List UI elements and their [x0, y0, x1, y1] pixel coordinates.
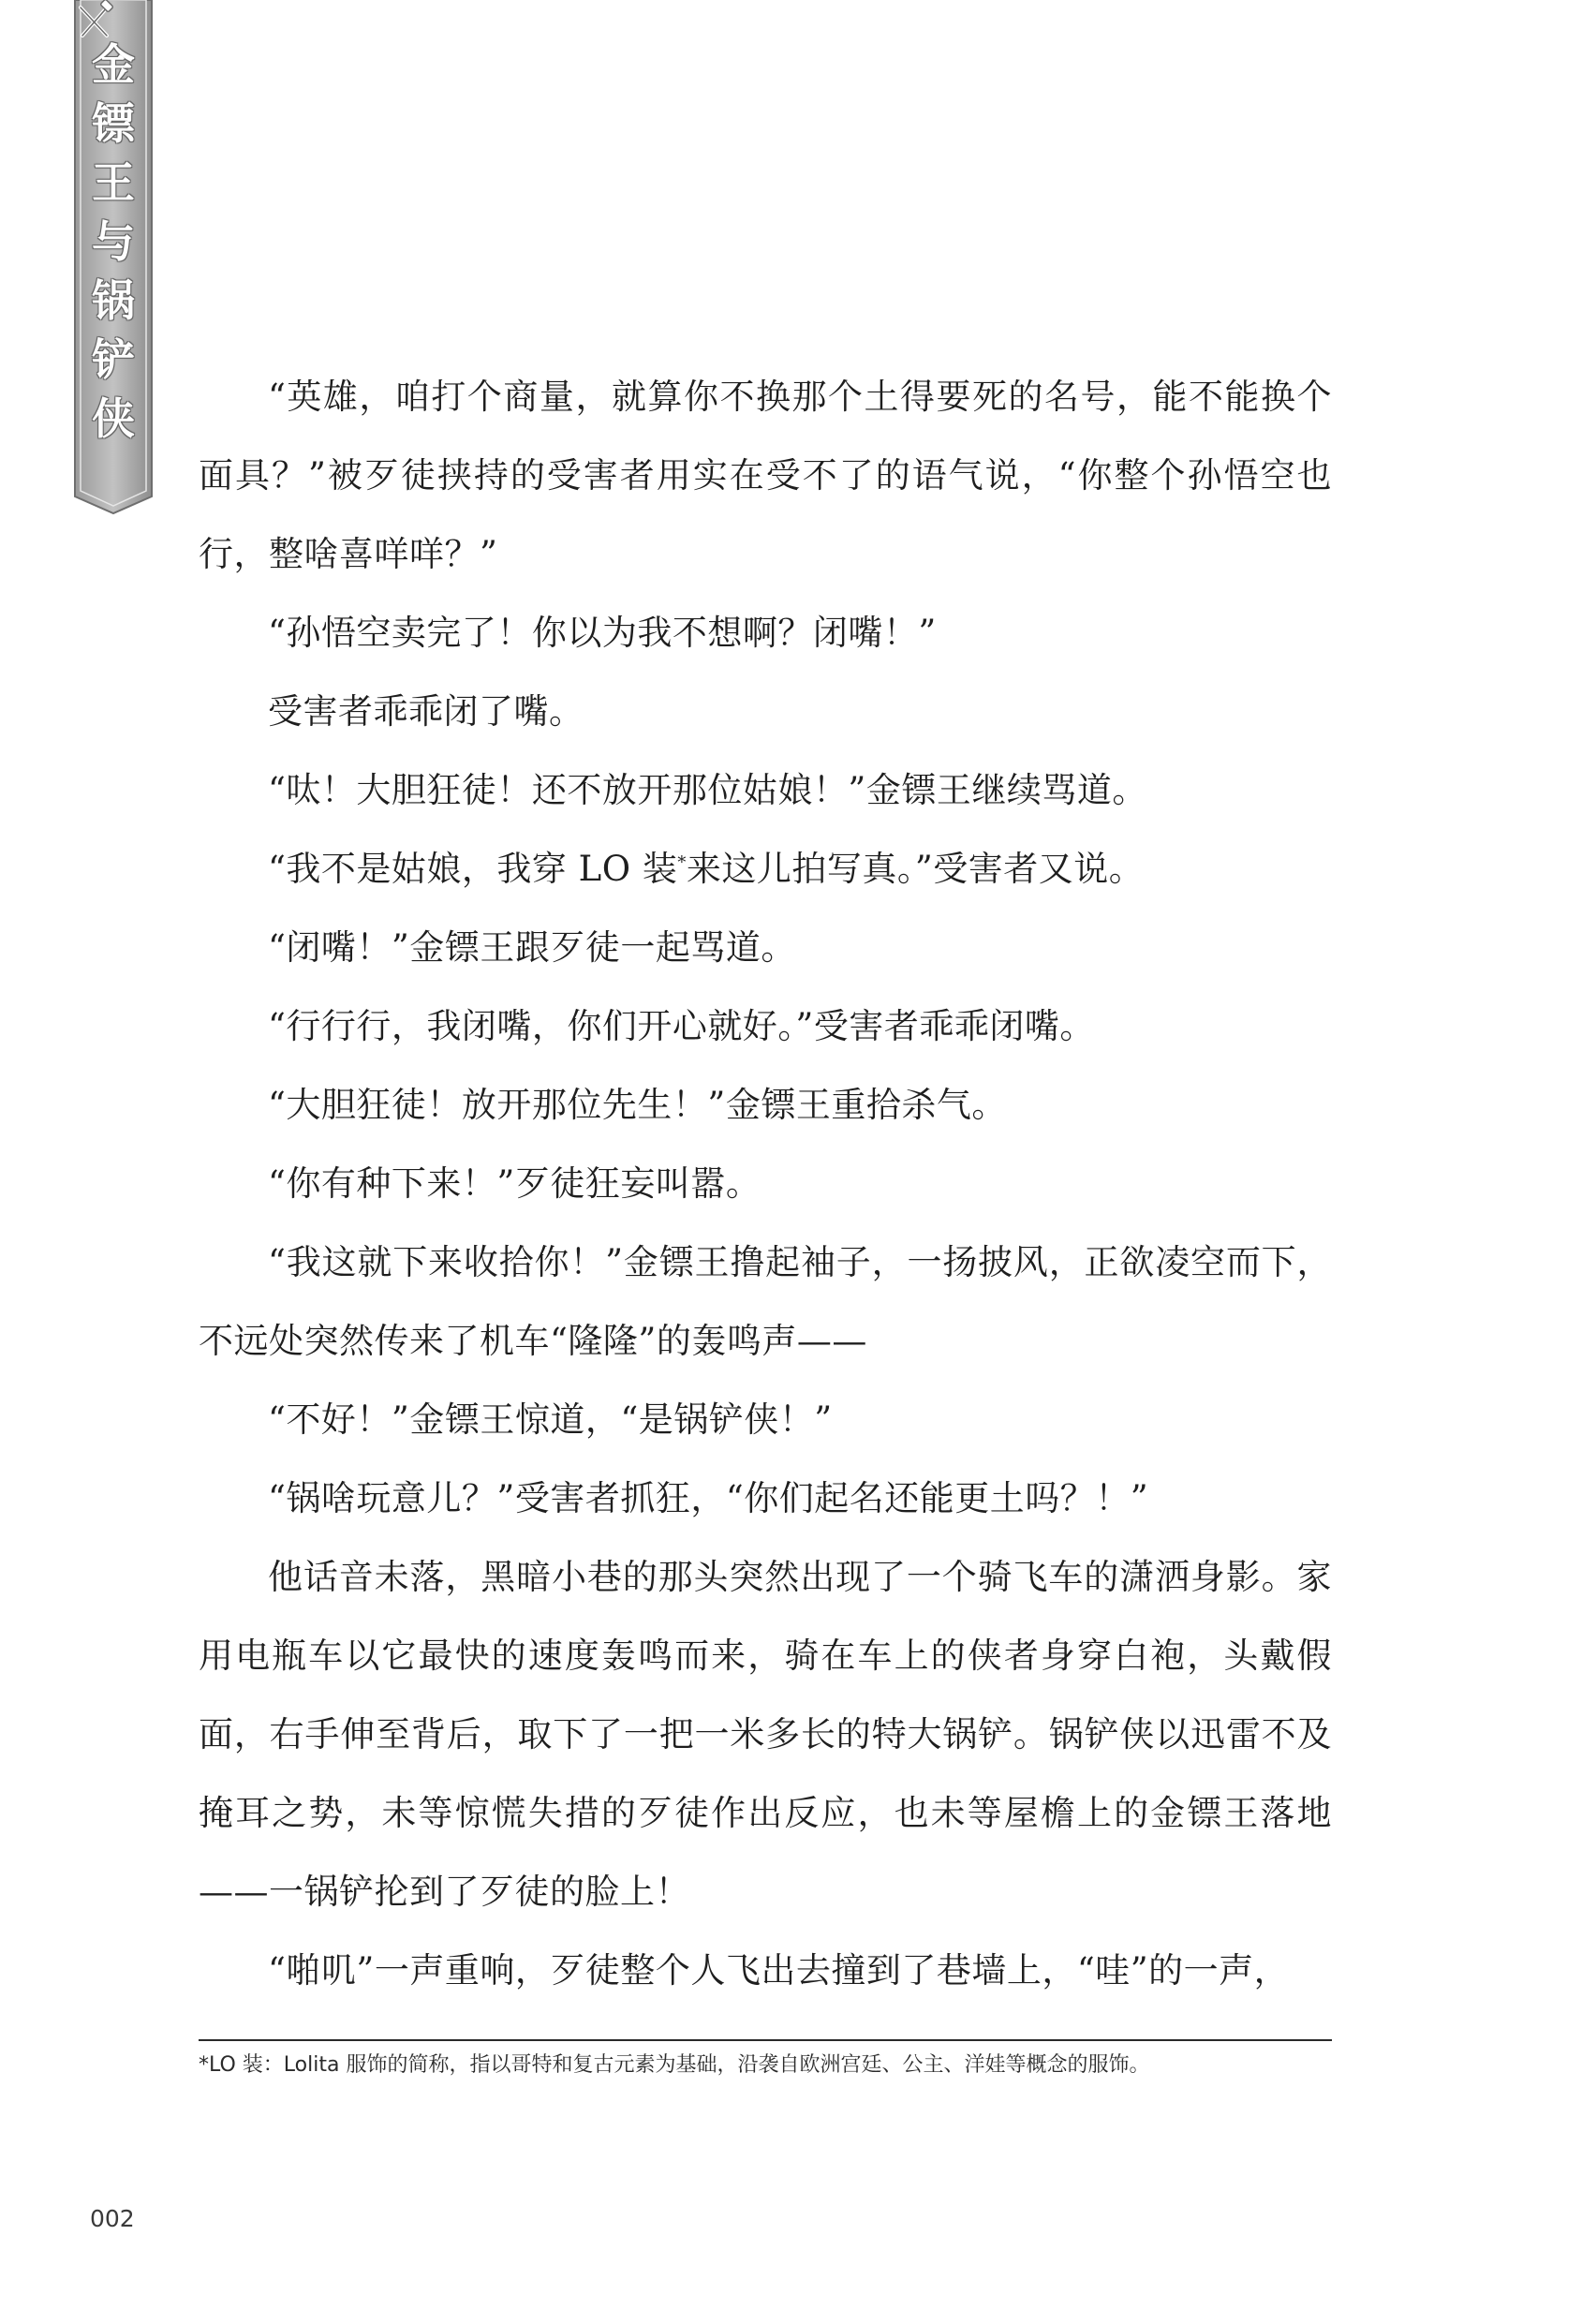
banner-char: 镖	[92, 98, 135, 149]
paragraph: “英雄，咱打个商量，就算你不换那个土得要死的名号，能不能换个面具？”被歹徒挟持的受害者用实在受不了的语气说，“你整个孙悟空也行，整啥喜咩咩？”	[199, 377, 1332, 574]
paragraph: “呔！大胆狂徒！还不放开那位姑娘！”金镖王继续骂道。	[268, 770, 1147, 810]
page-number: 002	[90, 2205, 135, 2232]
paragraph-text: 来这儿拍写真。”受害者又说。	[686, 849, 1145, 889]
paragraph: “不好！”金镖王惊道，“是锅铲侠！”	[268, 1399, 833, 1440]
paragraph: “啪叽”一声重响，歹徒整个人飞出去撞到了巷墙上，“哇”的一声，	[268, 1950, 1290, 1991]
paragraph: “闭嘴！”金镖王跟歹徒一起骂道。	[268, 927, 796, 968]
footnote: *LO 装：Lolita 服饰的简称，指以哥特和复古元素为基础，沿袭自欧洲宫廷、公主、洋娃等概念的服饰。	[199, 2053, 1150, 2077]
banner-char: 金	[92, 39, 135, 90]
paragraph: 受害者乖乖闭了嘴。	[268, 691, 584, 732]
paragraph: 他话音未落，黑暗小巷的那头突然出现了一个骑飞车的潇洒身影。家用电瓶车以它最快的速度轰鸣而来，骑在车上的侠者身穿白袍，头戴假面，右手伸至背后，取下了一把一米多长的特大锅铲。锅铲侠以迅雷不及掩耳之势，未等惊慌失措的歹徒作出反应，也未等屋檐上的金镖王落地——一锅铲抡到了歹徒的脸上！	[199, 1557, 1332, 1912]
banner-char: 侠	[92, 393, 135, 444]
banner-title	[73, 36, 154, 449]
paragraph: “锅啥玩意儿？”受害者抓狂，“你们起名还能更土吗？！”	[268, 1478, 1149, 1518]
paragraph: “行行行，我闭嘴，你们开心就好。”受害者乖乖闭嘴。	[268, 1006, 1095, 1046]
banner-char: 王	[92, 157, 135, 208]
paragraph: “你有种下来！”歹徒狂妄叫嚣。	[268, 1163, 761, 1204]
banner-char: 铲	[92, 334, 135, 385]
paragraph: “我这就下来收拾你！”金镖王撸起袖子，一扬披风，正欲凌空而下，不远处突然传来了机车“隆隆”的轰鸣声——	[199, 1242, 1332, 1361]
title-banner	[73, 0, 154, 515]
paragraph: “孙悟空卖完了！你以为我不想啊？闭嘴！”	[268, 613, 937, 653]
footnote-marker: *	[677, 852, 687, 873]
paragraph: “大胆狂徒！放开那位先生！”金镖王重拾杀气。	[268, 1085, 1007, 1125]
paragraph-text: “我不是姑娘，我穿 LO 装	[268, 849, 678, 889]
body-text	[199, 358, 1332, 2010]
crossed-weapons-icon	[73, 0, 116, 43]
footnote-divider	[199, 2039, 1332, 2041]
banner-char: 锅	[92, 275, 135, 326]
paragraph-with-footnote-mark	[199, 830, 1332, 909]
banner-char: 与	[92, 216, 135, 267]
